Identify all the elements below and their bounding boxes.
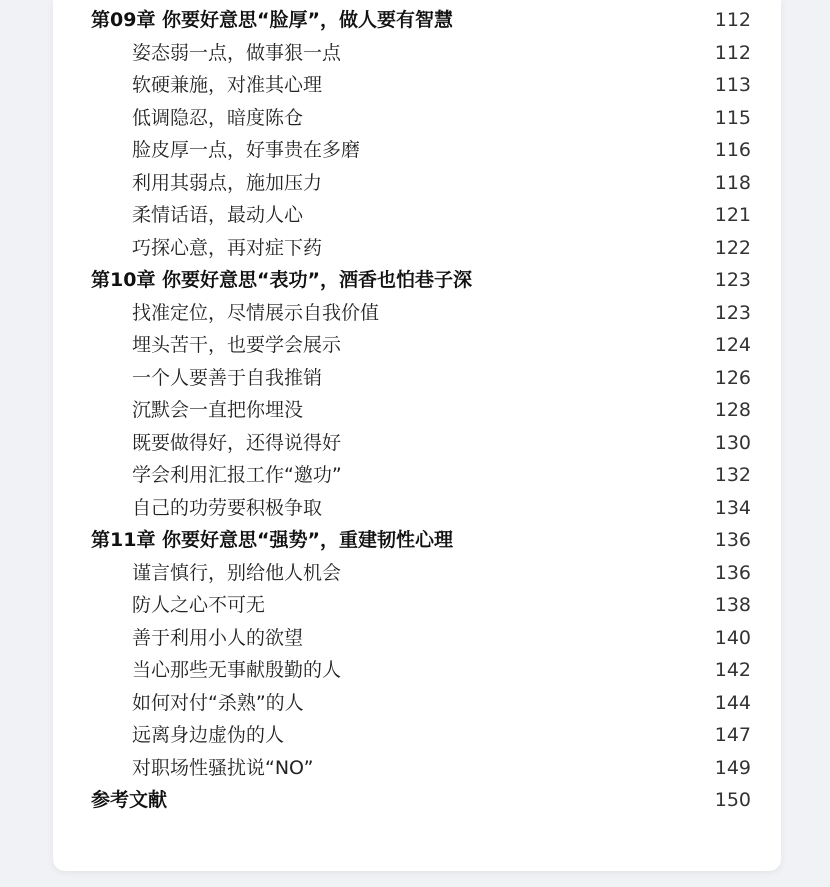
toc-chapter-entry[interactable] [91, 524, 751, 557]
toc-entry-title: 沉默会一直把你埋没 [132, 399, 304, 421]
toc-section-entry[interactable] [91, 654, 751, 687]
toc-entry-page-number: 115 [714, 106, 751, 129]
toc-section-entry[interactable] [91, 199, 751, 232]
toc-entry-page-number: 147 [714, 724, 751, 746]
toc-entry-title: 既要做得好，还得说得好 [132, 431, 342, 454]
toc-section-entry[interactable] [91, 622, 751, 655]
toc-entry-page-number: 138 [714, 594, 751, 616]
toc-entry-title: 巧探心意，再对症下药 [132, 236, 323, 259]
toc-entry-page-number: 132 [714, 464, 751, 486]
toc-entry-page-number: 118 [714, 171, 751, 194]
toc-entry-title: 第10章 你要好意思“表功”，酒香也怕巷子深 [91, 269, 473, 291]
toc-entry-title: 谨言慎行，别给他人机会 [132, 561, 342, 584]
toc-section-entry[interactable] [91, 752, 751, 785]
toc-entry-title: 埋头苦干，也要学会展示 [132, 334, 342, 356]
toc-entry-title: 低调隐忍，暗度陈仓 [132, 106, 304, 129]
toc-section-entry[interactable] [91, 459, 751, 492]
toc-entry-title: 如何对付“杀熟”的人 [132, 691, 304, 714]
toc-entry-page-number: 112 [714, 41, 751, 64]
toc-entry-page-number: 136 [714, 529, 751, 551]
toc-section-entry[interactable] [91, 589, 751, 622]
toc-entry-page-number: 123 [714, 269, 751, 291]
toc-entry-page-number: 142 [714, 659, 751, 681]
toc-entry-title: 利用其弱点，施加压力 [132, 171, 323, 194]
toc-entry-title: 自己的功劳要积极争取 [132, 496, 323, 519]
toc-entry-title: 远离身边虚伪的人 [132, 724, 285, 746]
toc-entry-page-number: 122 [714, 236, 751, 259]
toc-chapter-entry[interactable] [91, 784, 751, 817]
toc-section-entry[interactable] [91, 69, 751, 102]
toc-section-entry[interactable] [91, 232, 751, 265]
toc-entry-title: 善于利用小人的欲望 [132, 626, 304, 649]
toc-entry-page-number: 113 [714, 74, 751, 96]
toc-entry-page-number: 149 [714, 756, 751, 779]
toc-entry-page-number: 136 [714, 561, 751, 584]
toc-section-entry[interactable] [91, 167, 751, 200]
toc-entry-title: 对职场性骚扰说“NO” [132, 756, 314, 779]
toc-entry-page-number: 130 [714, 431, 751, 454]
toc-entry-page-number: 144 [714, 691, 751, 714]
toc-entry-page-number: 134 [714, 496, 751, 519]
toc-section-entry[interactable] [91, 557, 751, 590]
toc-entry-page-number: 150 [714, 789, 751, 811]
toc-entry-title: 姿态弱一点，做事狠一点 [132, 41, 342, 64]
toc-section-entry[interactable] [91, 362, 751, 395]
toc-entry-title: 第11章 你要好意思“强势”，重建韧性心理 [91, 529, 454, 551]
toc-section-entry[interactable] [91, 134, 751, 167]
toc-entry-page-number: 128 [714, 399, 751, 421]
toc-entry-page-number: 116 [714, 139, 751, 161]
toc-chapter-entry[interactable] [91, 264, 751, 297]
toc-entry-page-number: 112 [714, 9, 751, 31]
toc-entry-title: 脸皮厚一点，好事贵在多磨 [132, 139, 361, 161]
toc-entry-title: 当心那些无事献殷勤的人 [132, 659, 342, 681]
toc-entry-title: 一个人要善于自我推销 [132, 366, 323, 389]
toc-entry-title: 第09章 你要好意思“脸厚”，做人要有智慧 [91, 9, 454, 31]
toc-entry-page-number: 124 [714, 334, 751, 356]
toc-entry-page-number: 121 [714, 204, 751, 226]
toc-section-entry[interactable] [91, 37, 751, 70]
toc-section-entry[interactable] [91, 687, 751, 720]
toc-chapter-entry[interactable] [91, 4, 751, 37]
toc-entry-page-number: 126 [714, 366, 751, 389]
toc-section-entry[interactable] [91, 719, 751, 752]
toc-entry-title: 参考文献 [91, 789, 168, 811]
toc-section-entry[interactable] [91, 394, 751, 427]
toc-section-entry[interactable] [91, 297, 751, 330]
table-of-contents [91, 4, 751, 817]
toc-entry-title: 防人之心不可无 [132, 594, 266, 616]
toc-entry-page-number: 140 [714, 626, 751, 649]
toc-section-entry[interactable] [91, 102, 751, 135]
toc-section-entry[interactable] [91, 329, 751, 362]
toc-entry-title: 软硬兼施，对准其心理 [132, 74, 323, 96]
toc-entry-title: 找准定位，尽情展示自我价值 [132, 301, 380, 324]
toc-section-entry[interactable] [91, 492, 751, 525]
toc-entry-title: 柔情话语，最动人心 [132, 204, 304, 226]
toc-section-entry[interactable] [91, 427, 751, 460]
toc-entry-page-number: 123 [714, 301, 751, 324]
toc-entry-title: 学会利用汇报工作“邀功” [132, 464, 342, 486]
toc-card [53, 0, 781, 871]
